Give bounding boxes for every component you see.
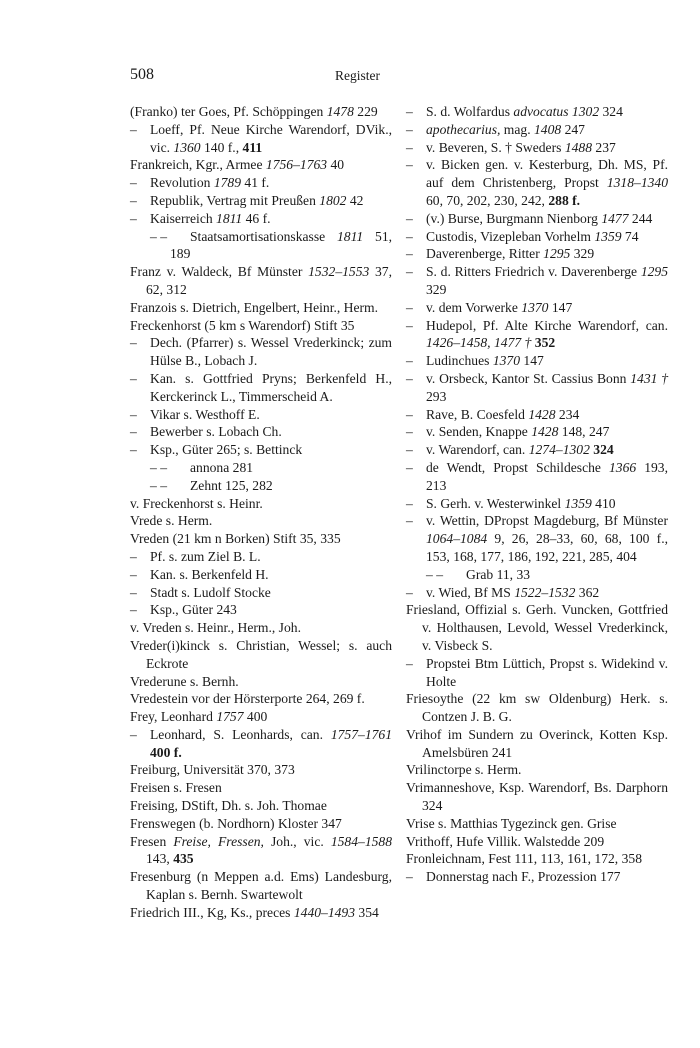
- index-entry: [406, 601, 668, 654]
- index-entry: [130, 121, 392, 157]
- entry-dash: –: [406, 104, 413, 119]
- index-entry: [406, 761, 668, 779]
- entry-text: v. Warendorf, can.: [426, 442, 529, 458]
- running-head: Register: [335, 68, 380, 83]
- entry-text: Freiburg, Universität 370, 373: [130, 762, 295, 778]
- index-entry: [406, 779, 668, 815]
- entry-text: 147: [520, 353, 544, 369]
- index-entry: [130, 317, 392, 335]
- entry-text: 40: [327, 157, 345, 173]
- entry-dash: –: [130, 442, 137, 458]
- entry-text: Custodis, Vizepleban Vorhelm: [426, 228, 595, 244]
- entry-italic-text: 1811: [337, 228, 364, 244]
- entry-italic-text: 1584–1588: [330, 833, 392, 849]
- entry-italic-text: 1359: [564, 495, 592, 511]
- entry-italic-text: 1360: [173, 139, 201, 155]
- entry-dash: – –: [426, 566, 443, 582]
- entry-text: Frankreich, Kgr., Armee: [130, 157, 266, 173]
- entry-text: 247: [561, 121, 585, 137]
- entry-italic-text: 1408: [534, 121, 562, 137]
- entry-text: Freising, DStift, Dh. s. Joh. Thomae: [130, 798, 327, 814]
- entry-italic-text: 1318–1340: [606, 175, 668, 191]
- index-entry: [130, 601, 392, 619]
- entry-text: 147: [548, 299, 573, 315]
- index-entry: [406, 299, 668, 317]
- entry-page-ref-bold: 400 f.: [150, 744, 182, 760]
- entry-text: 74: [621, 228, 639, 244]
- entry-text: v. Bicken gen. v. Kesterburg, Dh. MS, Pf. auf dem Christenberg, Propst: [426, 157, 668, 191]
- entry-dash: –: [406, 424, 413, 440]
- entry-text: Vrilinctorpe s. Herm.: [406, 762, 522, 778]
- entry-text: S. d. Ritters Friedrich v. Daverenberge: [426, 264, 641, 280]
- entry-text: Hudepol, Pf. Alte Kirche Warendorf, can.: [426, 317, 668, 333]
- index-entry: [406, 121, 668, 139]
- entry-dash: –: [406, 228, 413, 244]
- entry-text: Loeff, Pf. Neue Kirche Warendorf, DVik., vic.: [150, 121, 392, 155]
- entry-page-ref-bold: 352: [534, 335, 556, 351]
- entry-text: S. Gerh. v. Westerwinkel: [426, 495, 565, 511]
- entry-dash: –: [130, 192, 137, 208]
- entry-text: Revolution: [150, 175, 214, 191]
- entry-italic-text: 1802: [319, 192, 347, 208]
- entry-italic-text: 1370: [492, 353, 521, 369]
- entry-text: Bewerber s. Lobach Ch.: [150, 424, 282, 440]
- entry-dash: –: [130, 406, 137, 422]
- entry-text: 41 f.: [241, 175, 270, 191]
- entry-text: Friesland, Offizial s. Gerh. Vuncken, Gottfried v. Holthausen, Levold, Wessel Vrederkinck, v. Visbeck S.: [406, 602, 668, 653]
- entry-text: 234: [555, 406, 580, 422]
- index-entry: [130, 441, 392, 459]
- index-entry: [130, 299, 392, 317]
- index-entry: [130, 263, 392, 299]
- index-entry: [406, 406, 668, 424]
- entry-italic-text: 1370: [521, 299, 549, 315]
- entry-text: 37, 62, 312: [146, 264, 393, 297]
- entry-dash: –: [406, 299, 413, 315]
- entry-text: Vreden (21 km n Borken) Stift 35, 335: [130, 531, 341, 547]
- index-entry: [406, 459, 668, 495]
- entry-dash: –: [406, 495, 413, 511]
- entry-italic-text: advocatus: [513, 104, 569, 119]
- entry-text: Stadt s. Ludolf Stocke: [150, 584, 271, 600]
- entry-text: Pf. s. zum Ziel B. L.: [150, 548, 261, 564]
- index-entry: [130, 619, 392, 637]
- entry-text: 148, 247: [558, 424, 610, 440]
- entry-text: Daverenberge, Ritter: [426, 246, 544, 262]
- entry-text: Vikar s. Westhoff E.: [150, 406, 260, 422]
- index-entry: [130, 459, 392, 477]
- entry-italic-text: apothecarius,: [426, 121, 501, 137]
- entry-dash: –: [406, 406, 413, 422]
- entry-dash: –: [406, 246, 413, 262]
- index-entry: [406, 584, 668, 602]
- index-entry: [130, 708, 392, 726]
- entry-dash: –: [406, 459, 413, 475]
- entry-text: Republik, Vertrag mit Preußen: [150, 192, 320, 208]
- entry-italic-text: Freise, Fressen,: [173, 833, 264, 849]
- index-entry: [406, 317, 668, 353]
- index-entry: [130, 495, 392, 513]
- entry-text: Franz v. Waldeck, Bf Münster: [130, 264, 309, 280]
- index-entry: [130, 228, 392, 264]
- entry-italic-text: 1428: [528, 406, 556, 422]
- entry-dash: –: [130, 602, 137, 618]
- entry-italic-text: 1359: [594, 228, 622, 244]
- page-header: [130, 66, 585, 88]
- entry-text: 244: [628, 210, 653, 226]
- entry-italic-text: 1440–1493: [293, 904, 356, 920]
- entry-text: Dech. (Pfarrer) s. Wessel Vrederkinck; zum Hülse B., Lobach J.: [150, 335, 392, 369]
- index-entry: [130, 334, 392, 370]
- entry-italic-text: 1789: [213, 175, 242, 191]
- entry-dash: –: [406, 353, 413, 369]
- entry-text: Donnerstag nach F., Prozession 177: [426, 869, 621, 885]
- entry-text: 237: [592, 139, 616, 155]
- entry-dash: –: [406, 317, 413, 333]
- entry-dash: – –: [150, 228, 167, 244]
- entry-dash: –: [130, 548, 137, 564]
- entry-text: Vrise s. Matthias Tygezinck gen. Grise: [406, 815, 617, 831]
- entry-italic-text: 1064–1084: [426, 531, 488, 547]
- entry-text: annona 281: [190, 459, 254, 475]
- index-entry: [130, 192, 392, 210]
- entry-dash: –: [130, 584, 137, 600]
- index-entry: [406, 103, 668, 121]
- entry-text: 400: [243, 709, 268, 725]
- entry-text: Kan. s. Berkenfeld H.: [150, 566, 269, 582]
- index-entry: [130, 530, 392, 548]
- entry-text: S. d. Wolfardus: [426, 104, 514, 119]
- entry-italic-text: 1302: [571, 104, 600, 119]
- index-entry: [130, 673, 392, 691]
- entry-text: 9, 26, 28–33, 60, 68, 100 f., 153, 168, 177, 186, 192, 221, 285, 404: [426, 531, 668, 564]
- entry-text: Vrihof im Sundern zu Overinck, Kotten Ksp. Amelsbüren 241: [406, 726, 668, 760]
- entry-italic-text: 1488: [564, 139, 592, 155]
- entry-text: Leonhard, S. Leonhards, can.: [150, 726, 331, 742]
- entry-text: 140 f.,: [200, 139, 243, 155]
- entry-text: Freisen s. Fresen: [130, 780, 222, 796]
- entry-text: Vreder(i)kinck s. Christian, Wessel; s. auch Eckrote: [130, 637, 392, 671]
- entry-text: 51, 189: [170, 228, 393, 262]
- entry-text: (v.) Burse, Burgmann Nienborg: [426, 210, 602, 226]
- entry-text: (Franko) ter Goes, Pf. Schöppingen: [130, 104, 327, 119]
- index-entry: [406, 370, 668, 406]
- entry-text: Ksp., Güter 265; s. Bettinck: [150, 442, 303, 458]
- entry-text: de Wendt, Propst Schildesche: [426, 459, 609, 475]
- index-entry: [406, 245, 668, 263]
- index-entry: [406, 566, 668, 584]
- entry-text: v. dem Vorwerke: [426, 299, 522, 315]
- index-entry: [130, 637, 392, 673]
- entry-page-ref-bold: 435: [173, 851, 194, 867]
- entry-text: Freckenhorst (5 km s Warendorf) Stift 35: [130, 317, 355, 333]
- entry-dash: –: [130, 175, 137, 191]
- entry-text: Joh., vic.: [263, 833, 331, 849]
- index-entry: [130, 779, 392, 797]
- entry-dash: –: [130, 566, 137, 582]
- index-entry: [130, 566, 392, 584]
- entry-italic-text: 1532–1553: [308, 264, 370, 280]
- index-entry: [406, 441, 668, 459]
- entry-dash: –: [406, 210, 413, 226]
- entry-text: 193, 213: [426, 459, 669, 493]
- entry-text: 362: [575, 584, 600, 600]
- index-entry: [406, 833, 668, 851]
- entry-text: v. Senden, Knappe: [426, 424, 532, 440]
- entry-text: 42: [346, 192, 364, 208]
- index-entry: [406, 139, 668, 157]
- entry-text: v. Wettin, DPropst Magdeburg, Bf Münster: [426, 513, 668, 529]
- index-entry: [406, 423, 668, 441]
- entry-text: 324: [599, 104, 623, 119]
- entry-page-ref-bold: 411: [242, 139, 263, 155]
- index-entry: [406, 726, 668, 762]
- entry-text: Frenswegen (b. Nordhorn) Kloster 347: [130, 815, 342, 831]
- entry-italic-text: 1431 †: [630, 370, 668, 386]
- entry-text: Rave, B. Coesfeld: [426, 406, 529, 422]
- entry-text: Ludinchues: [426, 353, 493, 369]
- entry-text: 143,: [146, 851, 174, 867]
- index-entry: [130, 210, 392, 228]
- entry-text: 60, 70, 202, 230, 242,: [426, 192, 549, 208]
- index-entry: [406, 868, 668, 886]
- entry-text: Vredestein vor der Hörsterporte 264, 269 f.: [130, 691, 365, 707]
- entry-text: mag.: [500, 121, 534, 137]
- index-entry: [130, 174, 392, 192]
- index-entry: [130, 423, 392, 441]
- index-entry: [130, 833, 392, 869]
- index-entry: [406, 690, 668, 726]
- entry-text: Zehnt 125, 282: [190, 477, 273, 493]
- entry-dash: –: [406, 655, 413, 671]
- entry-text: Fronleichnam, Fest 111, 113, 161, 172, 358: [406, 851, 642, 867]
- entry-italic-text: 1478: [326, 104, 354, 119]
- index-entry: [130, 370, 392, 406]
- entry-text: Vrimanneshove, Ksp. Warendorf, Bs. Darphorn 324: [406, 780, 668, 814]
- index-entry: [406, 655, 668, 691]
- entry-dash: –: [130, 726, 137, 742]
- entry-dash: –: [130, 370, 137, 386]
- entry-text: v. Orsbeck, Kantor St. Cassius Bonn: [426, 370, 631, 386]
- entry-text: v. Vreden s. Heinr., Herm., Joh.: [130, 620, 301, 636]
- entry-text: v. Beveren, S. † Sweders: [426, 139, 565, 155]
- index-entry: [130, 761, 392, 779]
- index-entry: [130, 156, 392, 174]
- index-entry: [130, 548, 392, 566]
- index-entry: [406, 850, 668, 868]
- entry-dash: –: [406, 513, 413, 529]
- entry-italic-text: 1757: [216, 709, 244, 725]
- index-entry: [406, 815, 668, 833]
- entry-text: Kan. s. Gottfried Pryns; Berkenfeld H., Kerckerinck L., Timmerscheid A.: [150, 370, 392, 404]
- entry-italic-text: 1295: [543, 246, 571, 262]
- index-entry: [406, 352, 668, 370]
- entry-italic-text: 1295: [640, 264, 668, 280]
- entry-text: Kaiserreich: [150, 210, 217, 226]
- entry-text: 410: [591, 495, 616, 511]
- entry-dash: –: [406, 264, 413, 280]
- index-entry: [130, 815, 392, 833]
- index-column-left: [130, 103, 392, 922]
- entry-text: 229: [353, 104, 378, 119]
- entry-dash: –: [406, 442, 413, 458]
- entry-text: 329: [570, 246, 595, 262]
- entry-text: Grab 11, 33: [466, 566, 531, 582]
- entry-dash: –: [130, 210, 137, 226]
- entry-italic-text: 1428: [531, 424, 559, 440]
- index-entry: [406, 210, 668, 228]
- page-number: 508: [130, 66, 154, 83]
- entry-text: Frey, Leonhard: [130, 709, 217, 725]
- entry-dash: – –: [150, 459, 167, 475]
- entry-italic-text: 1477: [601, 210, 629, 226]
- index-entry: [130, 512, 392, 530]
- entry-dash: –: [406, 869, 413, 885]
- entry-text: 329: [426, 281, 447, 297]
- index-entry: [130, 726, 392, 762]
- entry-italic-text: 1757–1761: [330, 726, 392, 742]
- entry-text: Ksp., Güter 243: [150, 602, 237, 618]
- entry-text: Vrederune s. Bernh.: [130, 673, 239, 689]
- entry-italic-text: 1274–1302: [528, 442, 590, 458]
- entry-dash: –: [406, 584, 413, 600]
- index-entry: [130, 868, 392, 904]
- index-entry: [130, 477, 392, 495]
- entry-text: 354: [355, 904, 379, 920]
- index-entry: [130, 904, 392, 922]
- entry-text: Vrithoff, Hufe Villik. Walstedde 209: [406, 833, 605, 849]
- index-entry: [130, 690, 392, 708]
- entry-page-ref-bold: 288 f.: [548, 192, 581, 208]
- index-entry: [130, 797, 392, 815]
- index-entry: [130, 406, 392, 424]
- entry-text: Friesoythe (22 km sw Oldenburg) Herk. s. Contzen J. B. G.: [406, 691, 668, 725]
- entry-italic-text: 1756–1763: [265, 157, 328, 173]
- index-entry: [406, 512, 668, 565]
- index-entry: [406, 495, 668, 513]
- entry-italic-text: 1522–1532: [514, 584, 576, 600]
- entry-text: Fresenburg (n Meppen a.d. Ems) Landesburg, Kaplan s. Bernh. Swartewolt: [130, 869, 392, 903]
- entry-text: Vrede s. Herm.: [130, 513, 213, 529]
- index-entry: [406, 263, 668, 299]
- entry-dash: –: [130, 335, 137, 351]
- entry-text: Friedrich III., Kg, Ks., preces: [130, 904, 294, 920]
- entry-dash: –: [406, 139, 413, 155]
- entry-dash: –: [406, 157, 413, 173]
- entry-dash: –: [406, 121, 413, 137]
- entry-italic-text: 1811: [216, 210, 243, 226]
- entry-dash: – –: [150, 477, 167, 493]
- entry-text: Fresen: [130, 833, 174, 849]
- entry-dash: –: [130, 424, 137, 440]
- entry-page-ref-bold: 324: [593, 442, 614, 458]
- entry-text: v. Wied, Bf MS: [426, 584, 515, 600]
- entry-dash: –: [406, 370, 413, 386]
- entry-text: 293: [426, 388, 447, 404]
- entry-text: v. Freckenhorst s. Heinr.: [130, 495, 263, 511]
- entry-text: 46 f.: [242, 210, 271, 226]
- index-entry: [130, 584, 392, 602]
- index-entry: [406, 228, 668, 246]
- index-column-right: [406, 103, 668, 886]
- entry-text: Staatsamortisationskasse: [190, 228, 337, 244]
- entry-text: Propstei Btm Lüttich, Propst s. Widekind v. Holte: [426, 655, 668, 689]
- entry-text: Franzois s. Dietrich, Engelbert, Heinr., Herm.: [130, 299, 379, 315]
- entry-italic-text: 1426–1458, 1477 †: [426, 335, 532, 351]
- index-entry: [130, 103, 392, 121]
- entry-dash: –: [130, 121, 137, 137]
- index-entry: [406, 156, 668, 209]
- entry-italic-text: 1366: [608, 459, 637, 475]
